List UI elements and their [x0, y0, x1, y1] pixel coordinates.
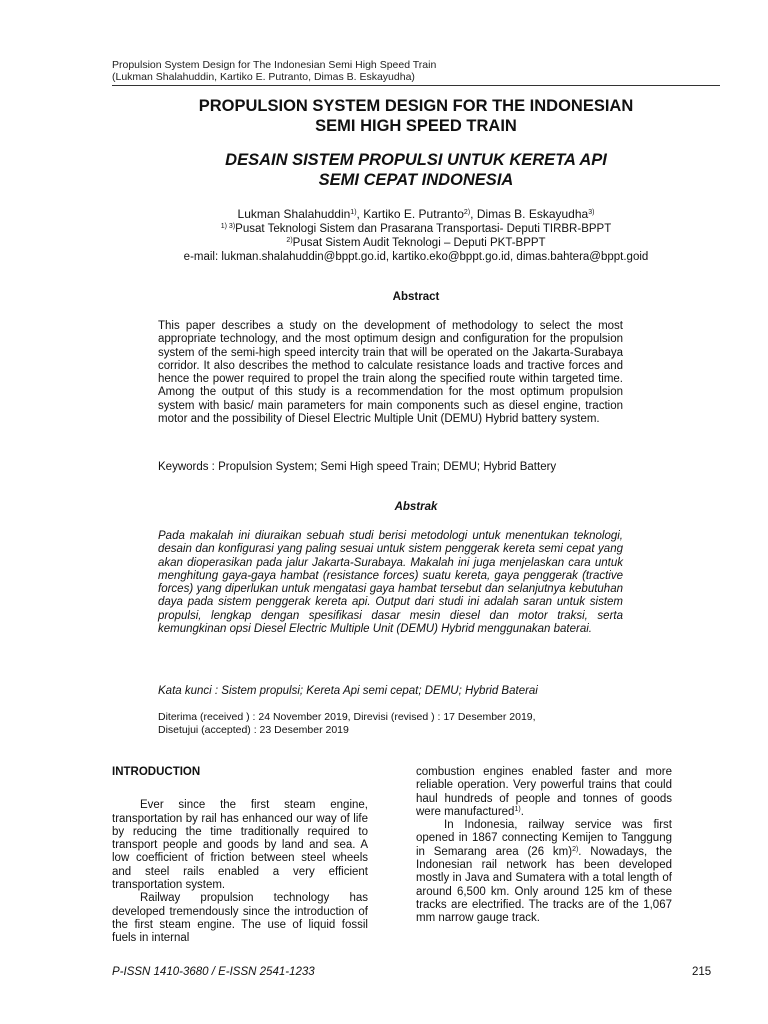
author-2: , Kartiko E. Putranto	[356, 207, 464, 221]
abstract-keywords: Keywords : Propulsion System; Semi High speed Train; DEMU; Hybrid Battery	[158, 461, 557, 473]
affiliation-2	[112, 236, 720, 250]
right-column	[416, 766, 672, 926]
affiliation-1-sup: 1) 3)	[220, 223, 236, 230]
header-rule	[112, 85, 720, 86]
title-indonesian	[112, 150, 720, 190]
title-indonesian-line1: DESAIN SISTEM PROPULSI UNTUK KERETA API	[225, 151, 607, 169]
running-header-authors: (Lukman Shalahuddin, Kartiko E. Putranto, Dimas B. Eskayudha)	[112, 71, 415, 83]
author-3: , Dimas B. Eskayudha	[470, 207, 589, 221]
author-names	[112, 206, 720, 222]
affiliation-1-text: Pusat Teknologi Sistem dan Prasarana Transportasi- Deputi TIRBR-BPPT	[235, 223, 612, 235]
title-block	[112, 96, 720, 190]
affiliation-2-text: Pusat Sistem Audit Teknologi – Deputi PKT-BPPT	[292, 237, 546, 249]
dates-line2: Disetujui (accepted) : 23 Desember 2019	[158, 724, 349, 736]
left-column	[112, 766, 368, 946]
title-english	[112, 96, 720, 136]
intro-paragraph-4-text-a: In Indonesia, railway service was first opened in 1867 connecting Kemijen to Tanggung in Semarang area (26 km)	[416, 819, 672, 858]
affiliation-2-sup: 2)	[286, 237, 293, 244]
author-1-sup: 1)	[350, 209, 357, 216]
introduction-heading: INTRODUCTION	[112, 766, 201, 778]
intro-paragraph-1: Ever since the first steam engine, transportation by rail has enhanced our way of life by reducing the time traditionally required to transport people and goods by land and sea. A low coefficient of friction between steel wheels and steel rails enabled a very efficient transportation system.	[112, 799, 368, 892]
abstract-heading: Abstract	[392, 291, 440, 303]
affiliation-1	[112, 222, 720, 236]
title-indonesian-line2: SEMI CEPAT INDONESIA	[318, 171, 514, 189]
running-header	[112, 59, 436, 83]
abstrak-keywords: Kata kunci : Sistem propulsi; Kereta Api semi cepat; DEMU; Hybrid Baterai	[158, 685, 538, 697]
running-header-title: Propulsion System Design for The Indonesian Semi High Speed Train	[112, 59, 437, 71]
footer-issn: P-ISSN 1410-3680 / E-ISSN 2541-1233	[112, 966, 315, 978]
abstract-body: This paper describes a study on the development of methodology to select the most appropriate technology, and the most optimum design and configuration for the propulsion system of the semi-high speed intercity train that will be operated on the Jakarta-Surabaya corridor. It also describes the method to calculate resistance loads and tractive forces and hence the power required to propel the train along the specified route within targeted time. Among the output of this study is a recommendation for the most optimum propulsion system with basic/ main parameters for main components such as diesel engine, traction motor and the possibility of Diesel Electric Multiple Unit (DEMU) Hybrid battery system.	[158, 320, 623, 426]
intro-paragraph-4	[416, 819, 672, 925]
abstrak-body: Pada makalah ini diuraikan sebuah studi berisi metodologi untuk menentukan teknologi, desain dan konfigurasi yang paling sesuai untuk sistem penggerak kereta semi cepat yang akan dioperasikan pada jalur Jakarta-Surabaya. Makalah ini juga menjelaskan cara untuk menghitung gaya-gaya hambat (resistance forces) suatu kereta, gaya penggerak (tractive forces) yang diperlukan untuk mengatasi gaya hambat tersebut dan selanjutnya kebutuhan daya pada sistem penggerak kereta api. Output dari studi ini adalah saran untuk sistem propulsi, lengkap dengan spesifikasi dasar mesin diesel dan motor traksi, serta kemungkinan opsi Diesel Electric Multiple Unit (DEMU) Hybrid menggunakan baterai.	[158, 530, 623, 636]
dates-line1: Diterima (received ) : 24 November 2019, Direvisi (revised ) : 17 Desember 2019,	[158, 711, 536, 723]
email-line: e-mail: lukman.shalahuddin@bppt.go.id, kartiko.eko@bppt.go.id, dimas.bahtera@bppt.goid	[183, 251, 649, 263]
author-block	[112, 206, 720, 264]
author-1: Lukman Shalahuddin	[237, 207, 351, 221]
intro-paragraph-3	[416, 766, 672, 819]
intro-paragraph-3-end: .	[520, 805, 524, 818]
intro-paragraph-2: Railway propulsion technology has developed tremendously since the introduction of the first steam engine. The use of liquid fossil fuels in internal	[112, 892, 368, 945]
title-english-line1: PROPULSION SYSTEM DESIGN FOR THE INDONESIAN	[198, 97, 634, 115]
intro-paragraph-3-text: combustion engines enabled faster and more reliable operation. Very powerful trains that could haul hundreds of people and tonnes of goods were manufactured	[416, 766, 672, 818]
abstrak-heading: Abstrak	[394, 501, 438, 513]
author-3-sup: 3)	[588, 209, 595, 216]
intro-paragraph-4-text-b: . Nowadays, the Indonesian rail network has been developed mostly in Java and Sumatera with a total length of around 6,500 km. Only around 125 km of these tracks are electrified. The tracks are of the 1,067 mm narrow gauge track.	[416, 845, 672, 925]
page-number: 215	[692, 966, 712, 978]
intro-paragraph-4-sup: 2)	[572, 845, 579, 853]
intro-paragraph-3-sup: 1)	[514, 805, 521, 813]
title-english-line2: SEMI HIGH SPEED TRAIN	[315, 117, 517, 135]
author-2-sup: 2)	[463, 209, 471, 216]
submission-dates	[158, 711, 628, 737]
